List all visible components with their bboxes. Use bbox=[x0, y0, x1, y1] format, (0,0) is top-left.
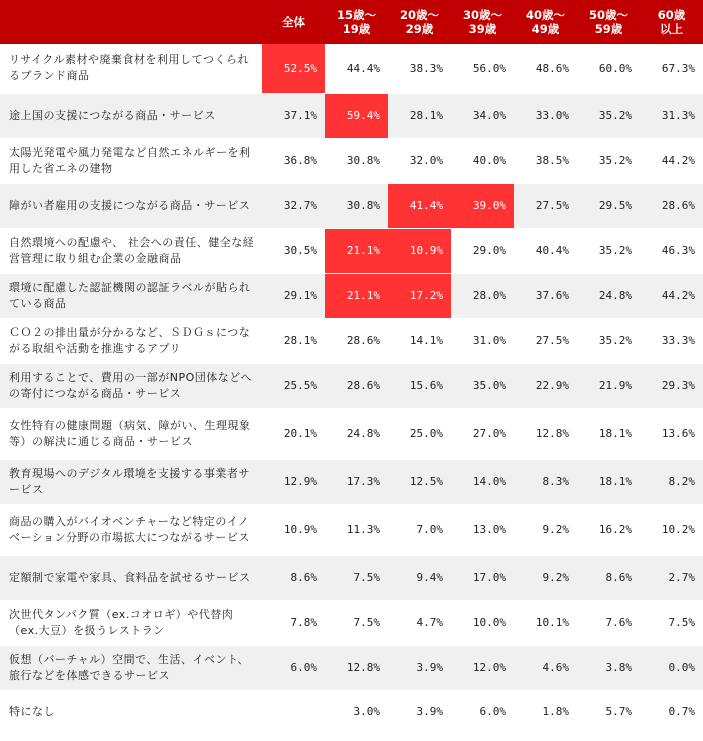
value-cell: 38.3% bbox=[388, 44, 451, 93]
header-all: 全体 bbox=[262, 0, 325, 44]
header-age-40-49: 40歳〜 49歳 bbox=[514, 0, 577, 44]
value-cell: 37.1% bbox=[262, 93, 325, 138]
table-row bbox=[0, 690, 703, 733]
value-cell: 44.4% bbox=[325, 44, 388, 93]
value-cell: 11.3% bbox=[325, 504, 388, 555]
value-cell: 6.0% bbox=[262, 645, 325, 690]
row-label: 自然環境への配慮や、 社会への責任、健全な経営管理に取り組む企業の金融商品 bbox=[0, 228, 262, 273]
value-cell: 20.1% bbox=[262, 408, 325, 459]
value-cell: 4.6% bbox=[514, 645, 577, 690]
value-cell: 67.3% bbox=[640, 44, 703, 93]
value-cell: 3.8% bbox=[577, 645, 640, 690]
value-cell: 33.3% bbox=[640, 318, 703, 363]
value-cell: 7.8% bbox=[262, 600, 325, 645]
row-label: ＣＯ２の排出量が分かるなど、ＳＤＧｓにつながる取組や活動を推進するアプリ bbox=[0, 318, 262, 363]
value-cell: 28.6% bbox=[325, 318, 388, 363]
value-cell: 22.9% bbox=[514, 363, 577, 408]
table-row bbox=[0, 408, 703, 459]
value-cell: 7.5% bbox=[325, 555, 388, 600]
value-cell: 27.5% bbox=[514, 183, 577, 228]
value-cell: 28.6% bbox=[325, 363, 388, 408]
value-cell: 0.7% bbox=[640, 690, 703, 733]
value-cell: 29.0% bbox=[451, 228, 514, 273]
value-cell: 10.0% bbox=[451, 600, 514, 645]
value-cell: 1.8% bbox=[514, 690, 577, 733]
table-row bbox=[0, 273, 703, 318]
value-cell: 40.4% bbox=[514, 228, 577, 273]
table-row bbox=[0, 555, 703, 600]
value-cell: 17.2% bbox=[388, 273, 451, 318]
value-cell: 9.2% bbox=[514, 504, 577, 555]
value-cell: 5.7% bbox=[577, 690, 640, 733]
row-label: 次世代タンパク質（ex.コオロギ）や代替肉（ex.大豆）を扱うレストラン bbox=[0, 600, 262, 645]
value-cell: 18.1% bbox=[577, 408, 640, 459]
row-label: 途上国の支援につながる商品・サービス bbox=[0, 93, 262, 138]
value-cell: 7.0% bbox=[388, 504, 451, 555]
table-row bbox=[0, 459, 703, 504]
value-cell: 7.5% bbox=[325, 600, 388, 645]
value-cell: 24.8% bbox=[577, 273, 640, 318]
value-cell: 33.0% bbox=[514, 93, 577, 138]
row-label: 定額制で家電や家具、食料品を試せるサービス bbox=[0, 555, 262, 600]
table-row bbox=[0, 363, 703, 408]
value-cell: 3.0% bbox=[325, 690, 388, 733]
value-cell: 48.6% bbox=[514, 44, 577, 93]
value-cell: 17.0% bbox=[451, 555, 514, 600]
value-cell bbox=[262, 690, 325, 733]
value-cell: 46.3% bbox=[640, 228, 703, 273]
table-row bbox=[0, 138, 703, 183]
value-cell: 14.0% bbox=[451, 459, 514, 504]
value-cell: 60.0% bbox=[577, 44, 640, 93]
value-cell: 34.0% bbox=[451, 93, 514, 138]
row-label: 女性特有の健康問題（病気、障がい、生理現象等）の解決に通じる商品・サービス bbox=[0, 408, 262, 459]
value-cell: 13.0% bbox=[451, 504, 514, 555]
value-cell: 27.0% bbox=[451, 408, 514, 459]
value-cell: 14.1% bbox=[388, 318, 451, 363]
value-cell: 12.8% bbox=[514, 408, 577, 459]
header-age-30-39: 30歳〜 39歳 bbox=[451, 0, 514, 44]
value-cell: 29.5% bbox=[577, 183, 640, 228]
value-cell: 35.0% bbox=[451, 363, 514, 408]
value-cell: 4.7% bbox=[388, 600, 451, 645]
table-row bbox=[0, 318, 703, 363]
value-cell: 29.1% bbox=[262, 273, 325, 318]
row-label: リサイクル素材や廃棄食材を利用してつくられるブランド商品 bbox=[0, 44, 262, 93]
value-cell: 44.2% bbox=[640, 273, 703, 318]
value-cell: 9.4% bbox=[388, 555, 451, 600]
value-cell: 10.9% bbox=[262, 504, 325, 555]
row-label: 仮想（バーチャル）空間で、生活、イベント、旅行などを体感できるサービス bbox=[0, 645, 262, 690]
row-label: 商品の購入がバイオベンチャーなど特定のイノベーション分野の市場拡大につながるサービス bbox=[0, 504, 262, 555]
value-cell: 2.7% bbox=[640, 555, 703, 600]
header-corner bbox=[0, 0, 262, 44]
value-cell: 28.1% bbox=[262, 318, 325, 363]
value-cell: 18.1% bbox=[577, 459, 640, 504]
value-cell: 25.5% bbox=[262, 363, 325, 408]
row-label: 利用することで、費用の一部がNPO団体などへの寄付につながる商品・サービス bbox=[0, 363, 262, 408]
value-cell: 13.6% bbox=[640, 408, 703, 459]
header-age-15-19: 15歳〜 19歳 bbox=[325, 0, 388, 44]
value-cell: 3.9% bbox=[388, 645, 451, 690]
value-cell: 30.8% bbox=[325, 138, 388, 183]
row-label: 障がい者雇用の支援につながる商品・サービス bbox=[0, 183, 262, 228]
value-cell: 35.2% bbox=[577, 228, 640, 273]
value-cell: 7.6% bbox=[577, 600, 640, 645]
value-cell: 52.5% bbox=[262, 44, 325, 93]
value-cell: 12.9% bbox=[262, 459, 325, 504]
value-cell: 12.8% bbox=[325, 645, 388, 690]
table-row bbox=[0, 93, 703, 138]
table-row bbox=[0, 504, 703, 555]
value-cell: 27.5% bbox=[514, 318, 577, 363]
value-cell: 24.8% bbox=[325, 408, 388, 459]
header-age-60-plus: 60歳 以上 bbox=[640, 0, 703, 44]
value-cell: 37.6% bbox=[514, 273, 577, 318]
header-age-50-59: 50歳〜 59歳 bbox=[577, 0, 640, 44]
value-cell: 10.2% bbox=[640, 504, 703, 555]
value-cell: 8.6% bbox=[577, 555, 640, 600]
value-cell: 25.0% bbox=[388, 408, 451, 459]
value-cell: 35.2% bbox=[577, 138, 640, 183]
value-cell: 21.1% bbox=[325, 273, 388, 318]
table-row bbox=[0, 645, 703, 690]
value-cell: 21.1% bbox=[325, 228, 388, 273]
row-label: 環境に配慮した認証機関の認証ラベルが貼られている商品 bbox=[0, 273, 262, 318]
value-cell: 12.0% bbox=[451, 645, 514, 690]
row-label: 特になし bbox=[0, 690, 262, 733]
value-cell: 39.0% bbox=[451, 183, 514, 228]
row-label: 太陽光発電や風力発電など自然エネルギーを利用した省エネの建物 bbox=[0, 138, 262, 183]
value-cell: 28.0% bbox=[451, 273, 514, 318]
value-cell: 29.3% bbox=[640, 363, 703, 408]
value-cell: 3.9% bbox=[388, 690, 451, 733]
table-row bbox=[0, 228, 703, 273]
value-cell: 7.5% bbox=[640, 600, 703, 645]
value-cell: 32.7% bbox=[262, 183, 325, 228]
value-cell: 17.3% bbox=[325, 459, 388, 504]
header-row bbox=[0, 0, 703, 44]
value-cell: 59.4% bbox=[325, 93, 388, 138]
value-cell: 28.6% bbox=[640, 183, 703, 228]
value-cell: 8.2% bbox=[640, 459, 703, 504]
table-body bbox=[0, 44, 703, 733]
value-cell: 36.8% bbox=[262, 138, 325, 183]
value-cell: 31.0% bbox=[451, 318, 514, 363]
value-cell: 30.8% bbox=[325, 183, 388, 228]
value-cell: 10.9% bbox=[388, 228, 451, 273]
value-cell: 21.9% bbox=[577, 363, 640, 408]
value-cell: 56.0% bbox=[451, 44, 514, 93]
value-cell: 28.1% bbox=[388, 93, 451, 138]
value-cell: 30.5% bbox=[262, 228, 325, 273]
value-cell: 9.2% bbox=[514, 555, 577, 600]
value-cell: 10.1% bbox=[514, 600, 577, 645]
table-row bbox=[0, 600, 703, 645]
value-cell: 6.0% bbox=[451, 690, 514, 733]
value-cell: 41.4% bbox=[388, 183, 451, 228]
value-cell: 40.0% bbox=[451, 138, 514, 183]
table-row bbox=[0, 183, 703, 228]
value-cell: 16.2% bbox=[577, 504, 640, 555]
row-label: 教育現場へのデジタル環境を支援する事業者サービス bbox=[0, 459, 262, 504]
value-cell: 35.2% bbox=[577, 318, 640, 363]
value-cell: 35.2% bbox=[577, 93, 640, 138]
value-cell: 31.3% bbox=[640, 93, 703, 138]
value-cell: 0.0% bbox=[640, 645, 703, 690]
value-cell: 15.6% bbox=[388, 363, 451, 408]
value-cell: 8.3% bbox=[514, 459, 577, 504]
header-age-20-29: 20歳〜 29歳 bbox=[388, 0, 451, 44]
value-cell: 32.0% bbox=[388, 138, 451, 183]
table-row bbox=[0, 44, 703, 93]
value-cell: 38.5% bbox=[514, 138, 577, 183]
value-cell: 12.5% bbox=[388, 459, 451, 504]
value-cell: 8.6% bbox=[262, 555, 325, 600]
value-cell: 44.2% bbox=[640, 138, 703, 183]
